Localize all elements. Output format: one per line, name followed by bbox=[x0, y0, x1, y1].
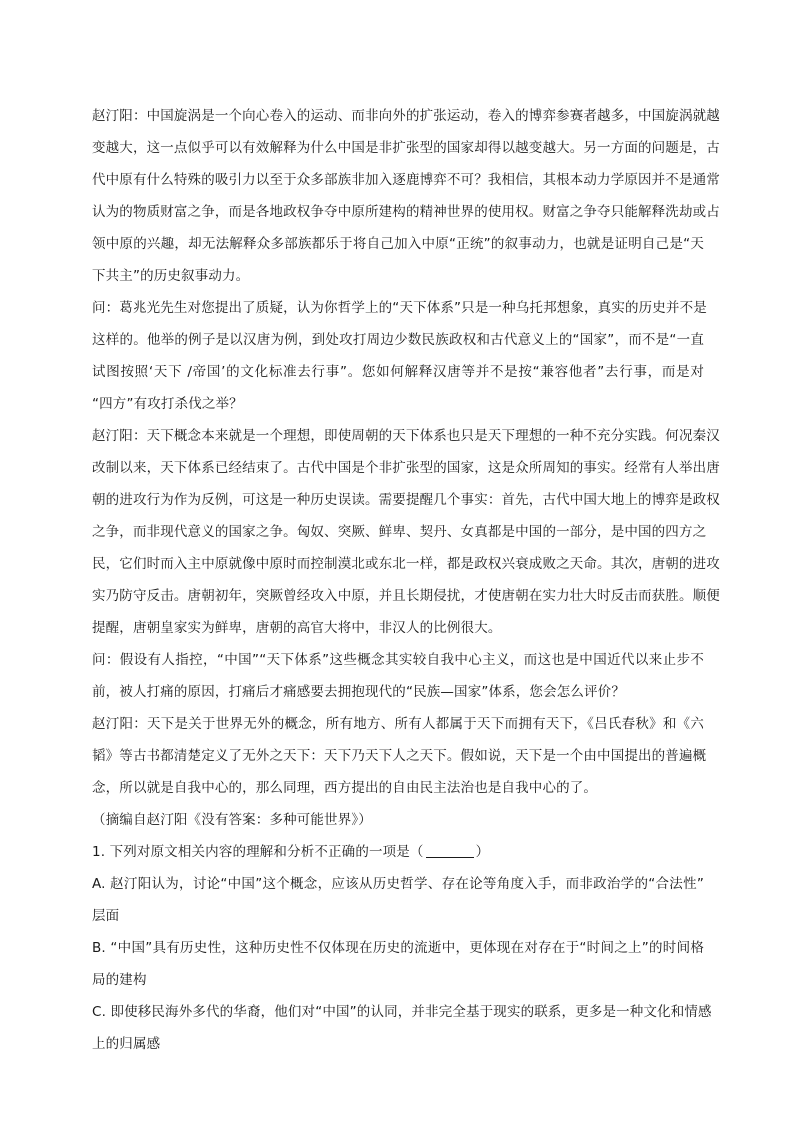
text-line: 赵汀阳：天下概念本来就是一个理想，即使周朝的天下体系也只是天下理想的一种不充分实践。何况秦汉 bbox=[92, 428, 720, 444]
text-line: 朝的进攻行为作为反例，可这是一种历史误读。需要提醒几个事实：首先，古代中国大地上的博弈是政权 bbox=[92, 492, 720, 508]
text-line: 下共主”的历史叙事动力。 bbox=[92, 268, 250, 284]
paragraph-question-1 bbox=[92, 292, 707, 420]
text-line: 改制以来，天下体系已经结束了。古代中国是个非扩张型的国家，这是众所周知的事实。经常有人举出唐 bbox=[92, 460, 720, 476]
paragraph-zhao-answer-1 bbox=[92, 100, 720, 292]
text-line: 认为的物质财富之争，而是各地政权争夺中原所建构的精神世界的使用权。财富之争夺只能解释洗劫或占 bbox=[92, 204, 720, 220]
text-line: 韬》等古书都清楚定义了无外之天下：天下乃天下人之天下。假如说，天下是一个由中国提出的普遍概 bbox=[92, 748, 707, 764]
question-1 bbox=[92, 836, 712, 1060]
option-c-line: C. 即使移民海外多代的华裔，他们对“中国”的认同，并非完全基于现实的联系，更多是一种文化和情感 bbox=[92, 1004, 712, 1020]
option-b-line: 局的建构 bbox=[92, 972, 147, 988]
text-line: 提醒，唐朝皇家实为鲜卑，唐朝的高官大将中，非汉人的比例很大。 bbox=[92, 620, 502, 636]
source-citation bbox=[92, 804, 704, 836]
text-line: 赵汀阳：中国旋涡是一个向心卷入的运动、而非向外的扩张运动，卷入的博弈参赛者越多，中国旋涡就越 bbox=[92, 108, 720, 124]
text-line: 试图按照‘天下 /帝国’的文化标准去行事”。您如何解释汉唐等并不是按“兼容他者”去行事，而是对 bbox=[92, 364, 704, 380]
text-line: 代中原有什么特殊的吸引力以至于众多部族非加入逐鹿博弈不可？我相信，其根本动力学原因并不是通常 bbox=[92, 172, 720, 188]
question-stem bbox=[92, 836, 704, 868]
text-line: 赵汀阳：天下是关于世界无外的概念，所有地方、所有人都属于天下而拥有天下，《吕氏春秋》和《六 bbox=[92, 716, 704, 732]
answer-blank[interactable] bbox=[426, 843, 474, 858]
paragraph-zhao-answer-2 bbox=[92, 420, 720, 644]
text-line: 念，所以就是自我中心的，那么同理，西方提出的自由民主法治也是自我中心的了。 bbox=[92, 780, 598, 796]
option-c-line: 上的归属感 bbox=[92, 1036, 161, 1052]
text-line: 领中原的兴趣，却无法解释众多部族都乐于将自己加入中原“正统”的叙事动力，也就是证明自己是“天 bbox=[92, 236, 704, 252]
text-line: 问：葛兆光先生对您提出了质疑，认为你哲学上的“天下体系”只是一种乌托邦想象，真实的历史并不是 bbox=[92, 300, 707, 316]
question-stem-prefix: 1. 下列对原文相关内容的理解和分析不正确的一项是（ bbox=[92, 844, 424, 860]
source-line: （摘编自赵汀阳《没有答案：多种可能世界》） bbox=[92, 812, 372, 828]
document-body bbox=[92, 100, 720, 1060]
option-b-line: B. “中国”具有历史性，这种历史性不仅体现在历史的流逝中，更体现在对存在于“时间之上”的时间格 bbox=[92, 940, 704, 956]
text-line: 问：假设有人指控，“中国”“天下体系”这些概念其实较自我中心主义，而这也是中国近代以来止步不 bbox=[92, 652, 704, 668]
text-line: “四方”有攻打杀伐之举？ bbox=[92, 396, 243, 412]
option-a-line: 层面 bbox=[92, 908, 120, 924]
paragraph-zhao-answer-3 bbox=[92, 708, 707, 804]
text-line: 之争，而非现代意义的国家之争。匈奴、突厥、鲜卑、契丹、女真都是中国的一部分，是中国的四方之 bbox=[92, 524, 707, 540]
text-line: 实乃防守反击。唐朝初年，突厥曾经攻入中原，并且长期侵扰，才使唐朝在实力壮大时反击而获胜。顺便 bbox=[92, 588, 720, 604]
option-a-line: A. 赵汀阳认为，讨论“中国”这个概念，应该从历史哲学、存在论等角度入手，而非政治学的“合法性” bbox=[92, 876, 704, 892]
question-stem-suffix: ） bbox=[475, 844, 490, 860]
text-line: 这样的。他举的例子是以汉唐为例，到处攻打周边少数民族政权和古代意义上的“国家”，而不是“一直 bbox=[92, 332, 704, 348]
text-line: 民，它们时而入主中原就像中原时而控制漠北或东北一样，都是政权兴衰成败之天命。其次，唐朝的进攻 bbox=[92, 556, 720, 572]
text-line: 前，被人打痛的原因，打痛后才痛感要去拥抱现代的“民族—国家”体系，您会怎么评价？ bbox=[92, 684, 625, 700]
text-line: 变越大，这一点似乎可以有效解释为什么中国是非扩张型的国家却得以越变越大。另一方面的问题是，古 bbox=[92, 140, 720, 156]
paragraph-question-2 bbox=[92, 644, 704, 708]
